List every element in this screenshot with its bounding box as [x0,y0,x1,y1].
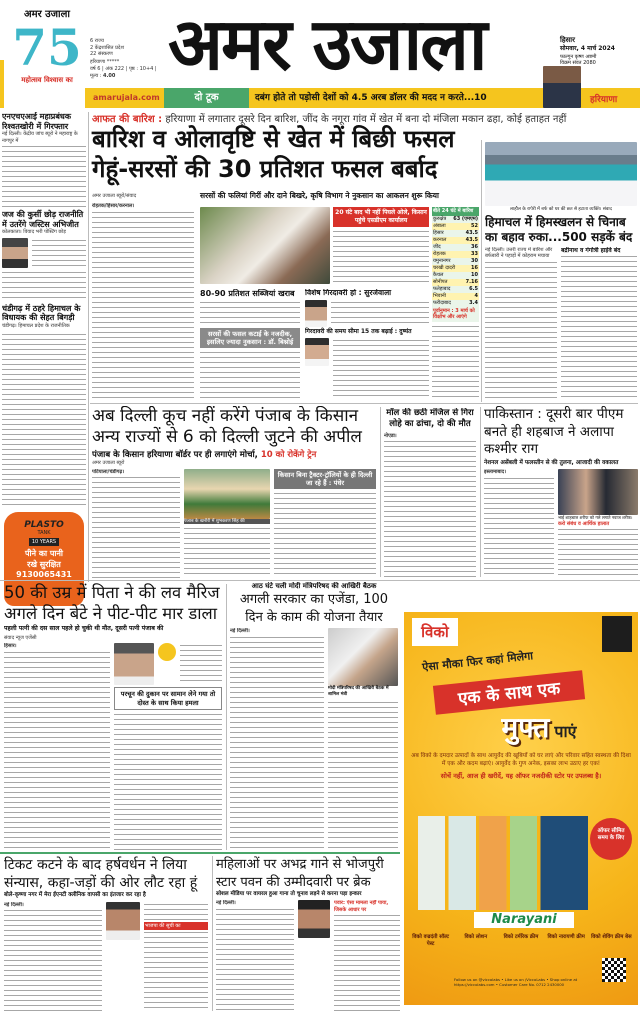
state-label: हरियाणा [590,95,618,105]
product-name: विको नारायणी क्रीम [547,934,585,940]
modi-dateline: नई दिल्ली। [230,628,250,635]
lead-subhead: सरसों की फलियां गिरीं और दाने बिखरे, कृषि विभाग ने नुकसान का आकलन शुरू किया [200,191,439,200]
brief-2 [2,210,86,236]
offer-line-1: एक के साथ एक [433,670,585,715]
vicco-logo: विको [412,618,458,646]
lead-byline: अमर उजाला ब्यूरो/संवाद [92,193,137,199]
cabinet-caption: मोदी मंत्रिपरिषद की आखिरी बैठक में शामिल मंत्री [328,686,389,698]
anniversary-tagline: महोत्सव विश्वास का [21,76,73,84]
rain-table [432,207,479,399]
issue-text: वर्ष 6 | अंक 222 | पृष्ठ : 10+4 | मूल्य : [90,66,157,79]
do-took-label: दो टूक [164,88,249,108]
cabinet-meeting-photo [328,628,398,686]
farmers-hail-photo [200,207,330,284]
rain-row [432,258,479,265]
harshvardhan-headline[interactable]: टिकट कटने के बाद हर्षवर्धन ने लिया संन्यास, कहा-जड़ों की ओर लौट रहा हूं [4,857,198,892]
rain-row [432,251,479,258]
ad-cta: सोचें नहीं, आज ही खरीदें, यह ऑफर नजदीकी स्टोर पर उपलब्ध है। [440,771,602,780]
modi-story [230,582,398,850]
himachal-side-title[interactable]: बद्रीनाथ व गंगोत्री हाईवे बंद [561,246,621,254]
rain-district: रोहतक [433,250,446,257]
bhojpuri-subhead: सोशल मीडिया पर वायरल हुआ गाना तो चुनाव लड़ने से करना पड़ा इन्कार [216,891,362,898]
brief-lead: कोलकाता। विवाद भरी पोस्टिंग छोड़ [2,229,66,236]
brief-title[interactable]: जज की कुर्सी छोड़ राजनीति में उतरेंगे जस्टिस अभिजीत [2,210,84,229]
mall-story [384,408,476,578]
rain-row [432,300,479,307]
rain-district: सोनीपत [433,278,448,285]
ad-slogan: पीने का पानी [25,549,63,558]
pandher-box: किसान बिना ट्रैक्टर-ट्रॉलियों के ही दिल्ली जा रहे हैं : पंधेर [274,469,376,489]
bhojpuri-side: पवार: ऐसा मामला नहीं पाया, जिसके आधार पर [334,900,389,913]
boxed-quote: सरसों की फसल कटाई के नजदीक, इसलिए ज्यादा नुकसान : डॉ. बिश्नोई [200,328,300,348]
mall-headline[interactable]: मॉल की छठी मंजिल से गिरा लोहे का ढांचा, दो की मौत [386,408,474,430]
ad-brand: PLASTO [24,520,64,530]
pawan-singh-photo [298,900,330,938]
surjewala-photo [305,300,327,327]
city: हिसार [560,36,575,44]
father-dateline: हिसार। [4,643,17,650]
s-logo-icon [158,643,176,661]
rain-value: 43.5 [465,229,478,236]
edition-item: 6 राज्य [90,38,104,44]
rain-row [432,237,479,244]
lead-body [92,203,194,398]
snow-caption: लाहौल के रापेरी में बर्फ को घर की छत से हटाता व्यक्ति। संवाद [510,207,612,212]
rain-row [432,216,479,223]
rain-row [432,293,479,300]
rain-district: हिसार [433,229,444,236]
rain-value: 36 [471,243,478,250]
top-band [85,88,640,108]
ad-years: 10 YEARS [29,538,59,546]
farmers-protest-photo [184,469,270,519]
anniversary-number: 75 [12,18,82,77]
ad-slogan: रखे सुरक्षित [27,560,61,569]
rain-district: करनाल [433,236,447,243]
himachal-lead: नई दिल्ली। उत्तरी राज्य में बारिश और बर्फबारी ने पहाड़ों में कोहराम मचाया [485,246,553,260]
limited-offer-badge: ऑफर सीमित समय के लिए [590,818,632,860]
rain-row [432,244,479,251]
brief-title[interactable]: चंडीगढ़ में ठहरे हिमाचल के विधायक की सेहत बिगड़ी [2,303,81,323]
issue-info [90,66,160,79]
rain-district: चरखी दादरी [433,264,456,271]
punjab-byline: अमर उजाला ब्यूरो [92,460,125,467]
qr-code[interactable] [602,958,626,982]
state-edition: हरियाणा ***** [90,59,120,65]
rain-value: 10 [471,271,478,278]
rain-district: फतेहाबाद [433,285,451,292]
rain-value: 16 [471,264,478,271]
ad-text [410,752,632,812]
punjab-dateline: पटियाला/चंडीगढ़। [92,468,125,475]
harshvardhan-story [4,856,208,1012]
photo-side [333,207,429,285]
bjp-list-box: भाजपा की सूची का [144,922,208,931]
modi-headline[interactable]: अगली सरकार का एजेंडा, 100 दिन के काम की योजना तैयार [239,592,389,625]
pakistan-headline[interactable]: पाकिस्तान : दूसरी बार पीएम बनते ही शहबाज ने अलापा कश्मीर राग [484,406,624,458]
sidebar-col-b [305,289,429,399]
himachal-story [485,142,637,400]
harshvardhan-photo [106,902,140,940]
rain-value: 63 (एमएम) [453,215,478,222]
product-name: विको शेविंग क्रीम बेस [591,934,632,940]
sharif-brothers-photo [558,469,638,515]
brief-lead: नई दिल्ली। केंद्रीय जांच ब्यूरो ने महाराष्ट्र के नागपुर में [2,131,78,144]
subhead-highlight: 10 को रोकेंगे ट्रेन [260,449,317,460]
rain-district: अंबाला [433,222,446,229]
rain-row [432,272,479,279]
accused-photo [114,643,154,685]
punjab-subhead [92,450,376,461]
brief-lead: चंडीगढ़। हिमाचल प्रदेश के राजनीतिक [2,323,70,330]
sidebar-vegetables-title[interactable]: 80-90 प्रतिशत सब्जियां खराब [200,289,295,298]
rain-table-title: बीते 24 घंटे में बारिश [432,207,479,216]
lead-headline-2[interactable]: गेहूं-सरसों की 30 प्रतिशत फसल बर्बाद [92,155,438,183]
rain-row [432,265,479,272]
lead-kicker [92,111,637,125]
harshvardhan-dateline: नई दिल्ली। [4,901,24,908]
offer-line-2 [459,708,619,746]
sharif-caption: भाई शाहबाज शरीफ को गले लगाते नवाज शरीफ। [558,515,633,521]
price: 4.00 [103,72,116,79]
rain-value: 3.4 [469,299,478,306]
ad-product: TANK [37,530,51,536]
kicker-text: हरियाणा में लगातार दूसरे दिन बारिश, जींद के नगूरा गांव में खेत में बना दो मंजिला मकान ढहा, कोई हताहत नहीं [165,114,567,125]
samvat: विक्रम संवत 2080 [560,60,596,67]
father-story [4,582,222,850]
rain-district: यमुनानगर [433,257,451,264]
narayani-label: Narayani [474,912,574,928]
father-subhead: पहली पत्नी की दस साल पहले हो चुकी थी मौत, दूसरी पत्नी पंजाब की [4,624,164,632]
rain-value: 7.16 [465,278,478,285]
punjab-headline-1[interactable]: अब दिल्ली कूच नहीं करेंगे पंजाब के किसान [92,406,359,426]
brief-1 [2,112,86,144]
product-name: विको लोशन [464,934,488,940]
paaye-word: पाएं [554,722,577,741]
rain-value: 4 [474,292,478,299]
subhead-text: पंजाब के किसान हरियाणा बॉर्डर पर ही लगाएंगे मोर्चा, [92,449,258,460]
anniversary-logo [8,6,86,102]
dushyant-photo [305,338,329,366]
justice-abhijit-photo [2,238,28,268]
rain-district: भिवानी [433,292,446,299]
product-names [408,934,634,948]
rain-row [432,223,479,230]
left-briefs [2,112,86,508]
sidebar-col-a [200,289,300,399]
rain-district: कैथल [433,271,444,278]
logo-small: अमर उजाला [23,9,71,20]
rain-district: जींद [433,243,441,250]
bhojpuri-dateline: नई दिल्ली। [216,900,236,907]
sidebar-dushyant-title[interactable]: गिरदावरी की समय सीमा 15 तक बढ़ाई : दुष्यंत [305,327,412,335]
vicco-ad[interactable] [404,612,638,1005]
father-byline: संवाद न्यूज एजेंसी [4,634,37,641]
rain-value: 33 [471,250,478,257]
ad-footer: Follow us on @viccolabs • Like us on /ViccoLabs • Shop online at https://viccolabs.com • Customer Care No. 0712 2430000 [454,977,578,987]
masthead-title: अमर उजाला [168,2,486,86]
punjab-story [92,406,376,578]
sidebar-surjewala-title[interactable]: विशेष गिरदावरी हो : सुरजेवाला [305,289,392,297]
accent-bar [0,60,4,108]
edition-item: 22 संस्करण [90,51,113,57]
rain-value: 6.5 [469,285,478,292]
brief-title[interactable]: एनएचएआई महाप्रबंधक रिश्वतखोरी में गिरफ्तार [2,112,71,131]
snow-photo [485,142,637,206]
best-brands-badge [602,616,632,652]
rain-value: 30 [471,257,478,264]
rain-district: कुरुक्षेत्र [433,215,447,222]
product-name: विको टर्मरिक क्रीम [503,934,539,940]
date: सोमवार, 4 मार्च 2024 [560,45,615,53]
mall-dateline: नोएडा। [384,432,397,439]
band-headline[interactable]: दबंग होते तो पड़ोसी देशों को 4.5 अरब डॉलर की मदद न करते...10 [255,93,487,103]
pakistan-dateline: इस्लामाबाद। [484,469,507,476]
father-headline[interactable]: 50 की उम्र में पिता ने की लव मैरिज अगले दिन बेटे ने पीट-पीट मार डाला [4,583,220,624]
rain-forecast: पूर्वानुमान : 3 मार्च को विक्षोभ और आएंगे [433,307,475,320]
rain-row [432,279,479,286]
modi-kicker: आठ घंटे चली मोदी मंत्रिपरिषद की आखिरी बैठक [251,582,377,590]
dateline-block [560,36,640,67]
hindu-date: फाल्गुन कृष्ण अष्टमी [560,53,597,60]
edition-item: 2 केंद्रशासित प्रदेश [90,44,124,51]
rain-row [432,230,479,237]
website-link[interactable]: amarujala.com [93,93,160,102]
brief-3 [2,304,86,330]
edition-list [90,38,160,58]
ad-tagline: ऐसा मौका फिर कहां मिलेगा [421,649,534,674]
rain-district: फरीदाबाद [433,299,451,306]
himachal-headline[interactable]: हिमाचल में हिमस्खलन से चिनाब का बहाव रुका...500 सड़कें बंद [485,214,633,244]
photo-caption-box: 20 घंटे बाद भी नहीं पिघले ओले, किसान पहुंचे एसडीएम कार्यालय [333,207,429,227]
rain-value: 43.5 [465,236,478,243]
free-word: मुफ्त [501,711,550,744]
rain-value: 52 [471,222,478,229]
lead-headline-1[interactable]: बारिश व ओलावृष्टि से खेत में बिछी फसल [92,125,455,153]
ad-phone: 9130065431 [16,570,72,579]
punjab-headline-2[interactable]: अन्य राज्यों से 6 को दिल्ली जुटने की अपील [92,427,362,448]
bhojpuri-headline[interactable]: महिलाओं पर अभद्र गाने से भोजपुरी स्टार पवन की उम्मीदवारी पर ब्रेक [216,857,384,890]
jaishankar-photo [543,66,581,108]
kicker-label: आफत की बारिश : [92,114,163,125]
lead-dateline: रोहतक/हिसार/करनाल। [92,203,135,209]
pakistan-side-title: करो संबंध व आर्थिक हालात [558,520,610,527]
rain-row [432,286,479,293]
product-name: विको वज्रदंती सॉल्ट पेस्ट [412,934,449,947]
father-box: परचून की दुकान पर सामान लेने गया तो दोस्त के साथ किया हमला [114,687,222,709]
harshvardhan-subhead: बोले-कृष्णा नगर में मेरा ईएनटी क्लीनिक वापसी का इंतजार कर रहा है [4,892,146,899]
pakistan-subhead: नेशनल असेंबली में फलस्तीन से की तुलना, आजादी की वकालत [484,459,619,466]
ad-body: अब विको के दमदार उत्पादों के साथ आयुर्वेद की खूबियों को घर लाएं और परिवार सहित स्वस्थता की दिशा में एक और कदम बढ़ाएं। आयुर्वेद के गुण अनेक, इसका लाभ उठाए हर एक! [411,753,631,768]
bhojpuri-story [216,856,400,1012]
pakistan-story [484,406,638,578]
protest-caption: पंजाब के खनौरी में शुभकरण सिंह की [184,519,270,525]
product-lineup [418,816,588,910]
